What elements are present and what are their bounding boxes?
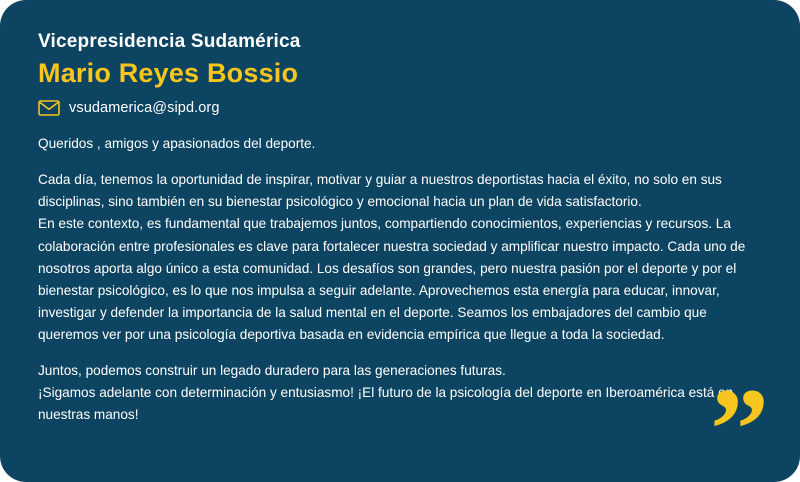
paragraph-3: Juntos, podemos construir un legado duradero para las generaciones futuras. bbox=[38, 362, 506, 378]
envelope-icon bbox=[38, 100, 60, 116]
paragraph-greeting: Queridos , amigos y apasionados del deporte. bbox=[38, 136, 316, 152]
email-address[interactable]: vsudamerica@sipd.org bbox=[69, 100, 220, 117]
role-title: Vicepresidencia Sudamérica bbox=[38, 31, 301, 52]
email-row[interactable] bbox=[38, 100, 762, 116]
paragraph-1: Cada día, tenemos la oportunidad de inspirar, motivar y guiar a nuestros deportistas hacia el éxito, no solo en sus disciplinas, sino también en su bienestar psicológico y emocional hacia un plan de vida satisfactorio. bbox=[38, 172, 722, 210]
message-body bbox=[38, 133, 762, 425]
person-name: Mario Reyes Bossio bbox=[38, 57, 299, 88]
paragraph-4: ¡Sigamos adelante con determinación y entusiasmo! ¡El futuro de la psicología del deporte en Iberoamérica está en nuestras manos! bbox=[38, 384, 734, 422]
quotation-mark-icon: ” bbox=[710, 363, 766, 482]
paragraph-2: En este contexto, es fundamental que trabajemos juntos, compartiendo conocimientos, experiencias y recursos. La colaboración entre profesionales es clave para fortalecer nuestra sociedad y amplificar nuestro impacto. Cada uno de nosotros aporta algo único a esta comunidad. Los desafíos son grandes, pero nuestra pasión por el deporte y por el bienestar psicológico, es lo que nos impulsa a seguir adelante. Aprovechemos esta energía para educar, innovar, investigar y defender la importancia de la salud mental en el deporte. Seamos los embajadores del cambio que queremos ver por una psicología deportiva basada en evidencia empírica que llegue a toda la sociedad. bbox=[38, 216, 746, 342]
